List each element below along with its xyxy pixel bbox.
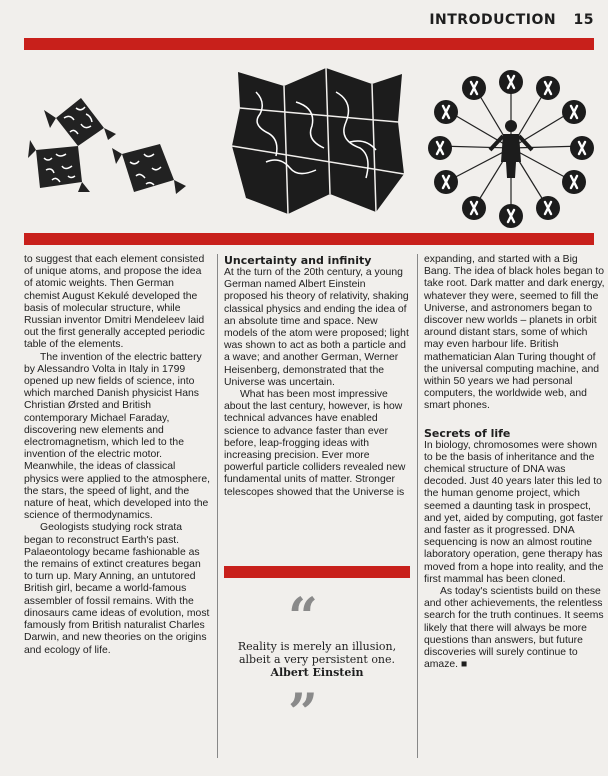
body-paragraph: to suggest that each element consisted of unique atoms, and propose the idea of atomic weights. Then German chemist August Kekulé developed the basis of molecular structure, while Russian inventor Dmitri Mendeleev laid out the first generally accepted periodic table of the elements. [24, 254, 205, 351]
sweets-atoms-icon [26, 88, 196, 200]
human-chromosomes-icon [428, 70, 594, 230]
mid-red-band [24, 233, 594, 245]
body-paragraph: Geologists studying rock strata began to reconstruct Earth's past. Palaeontology became fashionable as the remains of extinct creatures began to turn up. Mary Anning, an untutored British girl, became a world-famous assembler of fossil remains. With the dinosaurs came ideas of evolution, most famously from British naturalist Charles Darwin, and new theories on the origins and ecology of life. [24, 522, 210, 656]
pull-quote [224, 640, 410, 679]
text-column-1 [24, 254, 210, 657]
page-number: 15 [573, 12, 594, 28]
top-red-band [24, 38, 594, 50]
body-paragraph: As today's scientists build on these and other achievements, the relentless search for the truth continues. It seems likely that there will always be more questions than answers, but future discoveries will surely continue to amaze. ■ [424, 586, 604, 671]
body-paragraph: The invention of the electric battery by Alessandro Volta in Italy in 1799 opened up new fields of science, into which marched Danish physicist Hans Christian Ørsted and British contemporary Michael Faraday, discovering new elements and electromagnetism, which led to the invention of the electric motor. Meanwhile, the ideas of classical physics were applied to the atmosphere, the stars, the speed of light, and the nature of heat, which developed into the science of thermodynamics. [24, 351, 210, 522]
section-heading: Uncertainty and infinity [224, 254, 372, 267]
text-column-3 [424, 254, 606, 672]
section-title: INTRODUCTION [429, 12, 557, 28]
body-paragraph: At the turn of the 20th century, a young German named Albert Einstein proposed his theory of relativity, shaking classical physics and ending the idea of an absolute time and space. New models of the atom were proposed; light was shown to act as both a particle and a wave; and another German, Werner Heisenberg, demonstrated that the Universe was uncertain. [224, 267, 409, 388]
running-header [429, 12, 594, 28]
body-paragraph: What has been most impressive about the last century, however, is how technical advances have enabled science to advance faster than ever before, leap-frogging ideas with increasing precision. Ever more powerful particle colliders revealed new fundamental units of matter. Stronger telescopes showed that the Universe is [224, 389, 406, 498]
sweet-1 [44, 98, 116, 146]
sweet-2 [28, 140, 90, 192]
body-paragraph: expanding, and started with a Big Bang. The idea of black holes began to take root. Dark matter and dark energy, whatever they were, seemed to fill the Universe, and astronomers began to discover new worlds – planets in orbit around distant stars, some of which may even harbour life. British mathematician Alan Turing thought of the universal computing machine, and within 50 years we had personal computers, the worldwide web, and smart phones. [424, 254, 605, 412]
column-divider [417, 254, 418, 758]
close-quote-mark: ” [288, 683, 318, 744]
sweet-3 [112, 144, 186, 194]
quote-author: Albert Einstein [270, 666, 364, 679]
body-paragraph: In biology, chromosomes were shown to be the basis of inheritance and the chemical structure of DNA was decoded. Just 40 years later this led to the human genome project, which seemed a daunting task in prospect, and yet, aided by computing, got faster and faster as it progressed. DNA sequencing is now an almost routine laboratory operation, gene therapy has moved from a hope into reality, and the first mammal has been cloned. [424, 439, 604, 585]
quote-red-bar [224, 566, 410, 578]
text-column-2 [224, 254, 410, 499]
open-quote-mark: “ [288, 587, 318, 648]
column-divider [217, 254, 218, 758]
folded-map-icon [226, 62, 412, 218]
section-heading: Secrets of life [424, 426, 511, 440]
quote-text: Reality is merely an illusion, albeit a very persistent one. [237, 640, 397, 666]
